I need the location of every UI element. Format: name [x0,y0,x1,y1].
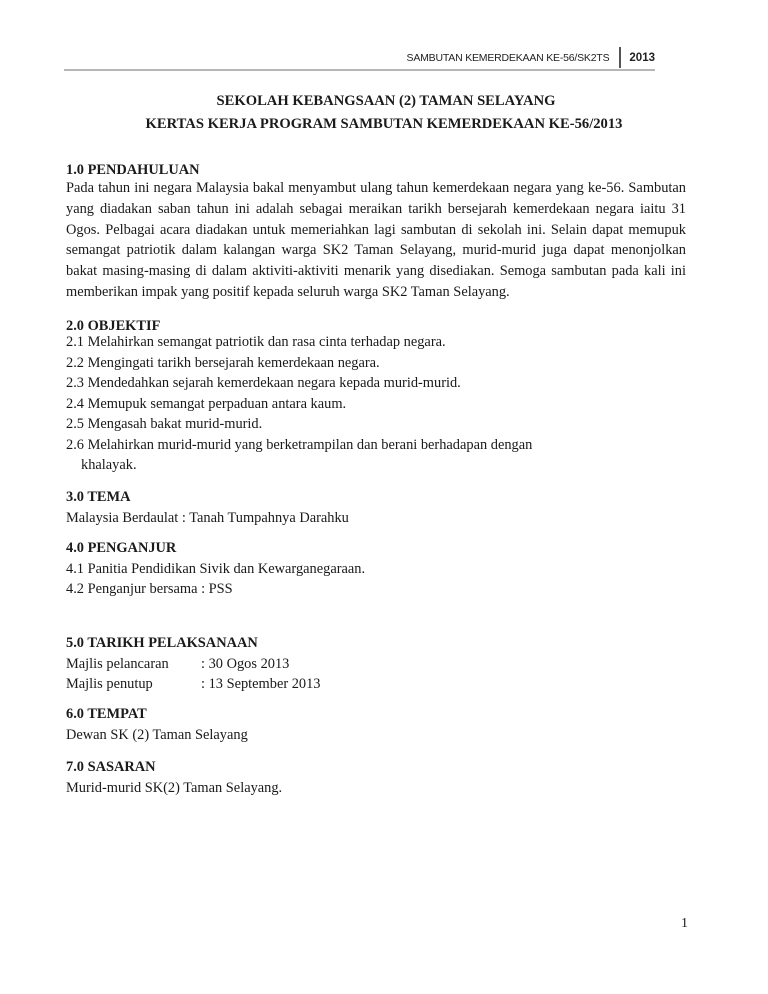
section-penganjur [66,538,686,600]
date-row-label: Majlis pelancaran [66,655,169,672]
section-body-tempat: Dewan SK (2) Taman Selayang [66,726,248,743]
list-item: 2.4 Memupuk semangat perpaduan antara kaum. [66,395,347,412]
list-item: 4.2 Penganjur bersama : PSS [66,581,233,597]
section-tarikh [66,633,686,695]
running-header-title: SAMBUTAN KEMERDEKAAN KE-56/SK2TS [406,51,610,64]
document-title-line-1: SEKOLAH KEBANGSAAN (2) TAMAN SELAYANG [216,93,556,109]
running-header-year: 2013 [629,51,655,64]
page-number: 1 [681,916,688,931]
header-rule [64,69,655,71]
section-sasaran [66,757,686,798]
section-tempat [66,704,686,745]
list-item: khalayak. [81,457,137,473]
section-heading-tarikh: 5.0 TARIKH PELAKSANAAN [66,635,258,651]
objektif-list [66,332,686,476]
section-body-pendahuluan: Pada tahun ini negara Malaysia bakal menyambut ulang tahun kemerdekaan negara yang ke-56. Sambutan yang diadakan saban tahun ini adalah sebagai meraikan tarikh bersejarah kemerdekaan negara iaitu 31 Ogos. Pelbagai acara diadakan untuk memeriahkan lagi sambutan di sekolah ini. Selain dapat memupuk semangat patriotik dalam kalangan warga SK2 Taman Selayang, murid-murid juga dapat menonjolkan bakat masing-masing di dalam aktiviti-aktiviti menarik yang disediakan. Semoga sambutan pada kali ini memberikan impak yang positif kepada seluruh warga SK2 Taman Selayang. [66,180,686,300]
date-row [66,654,686,675]
list-item: 2.5 Mengasah bakat murid-murid. [66,416,263,432]
section-heading-tema: 3.0 TEMA [66,489,131,505]
section-heading-pendahuluan: 1.0 PENDAHULUAN [66,162,200,178]
list-item: 2.1 Melahirkan semangat patriotik dan rasa cinta terhadap negara. [66,334,446,350]
section-tema [66,487,686,528]
section-heading-objektif: 2.0 OBJEKTIF [66,318,161,334]
date-row-value: : 30 Ogos 2013 [201,655,290,672]
section-body-sasaran: Murid-murid SK(2) Taman Selayang. [66,779,283,796]
section-heading-penganjur: 4.0 PENGANJUR [66,540,177,556]
list-item: 2.3 Mendedahkan sejarah kemerdekaan negara kepada murid-murid. [66,375,461,391]
section-body-tema: Malaysia Berdaulat : Tanah Tumpahnya Darahku [66,509,349,526]
list-item: 2.2 Mengingati tarikh bersejarah kemerdekaan negara. [66,354,380,371]
date-row-label: Majlis penutup [66,676,153,692]
list-item: 4.1 Panitia Pendidikan Sivik dan Kewarganegaraan. [66,560,366,577]
document-title-line-2: KERTAS KERJA PROGRAM SAMBUTAN KEMERDEKAAN KE-56/2013 [145,116,623,132]
date-row [66,674,686,695]
running-header [407,47,655,68]
section-heading-sasaran: 7.0 SASARAN [66,759,156,775]
section-heading-tempat: 6.0 TEMPAT [66,706,147,722]
list-item: 2.6 Melahirkan murid-murid yang berketrampilan dan berani berhadapan dengan [66,436,533,453]
header-separator [619,47,621,68]
date-row-value: : 13 September 2013 [201,676,321,692]
